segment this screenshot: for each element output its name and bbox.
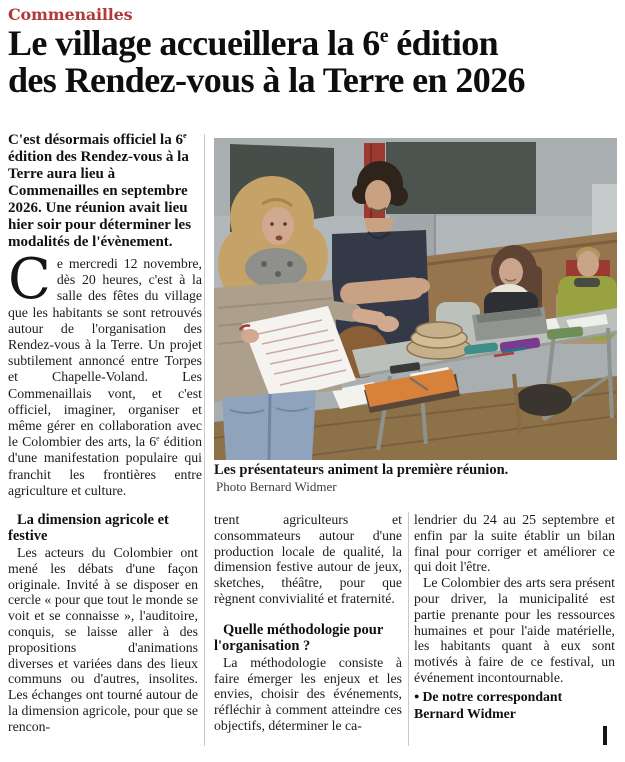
- photo-caption: Les présentateurs animent la première réunion.: [214, 462, 509, 478]
- column-rule-right: [408, 512, 409, 746]
- body-column-1: [8, 512, 198, 735]
- headline-line-1: Le village accueillera la 6e édition: [8, 23, 499, 63]
- body-column-2: [214, 512, 402, 734]
- body-paragraph: lendrier du 24 au 25 septembre et enfin par la suite établir un bilan final pour corriger et améliorer ce qui doit l'être.: [414, 512, 615, 575]
- body-column-3: [414, 512, 615, 722]
- article-photo-illustration: [214, 138, 617, 460]
- drop-cap: C: [8, 247, 51, 312]
- byline: [414, 688, 615, 722]
- subhead-dimension-agricole: La dimension agricole et festive: [8, 512, 169, 544]
- headline-superscript: e: [379, 25, 388, 47]
- body-paragraph: La méthodologie consiste à faire émerger les enjeux et les envies, choisir des événements, réfléchir à comment atteindre ces objectifs, déterminer le ca-: [214, 654, 402, 733]
- subhead-methodologie: Quelle méthodologie pour l'organisation ?: [214, 621, 384, 654]
- kicker: Commenailles: [8, 5, 133, 24]
- standfirst-superscript: e: [182, 131, 187, 140]
- headline-line-2: des Rendez-vous à la Terre en 2026: [8, 60, 525, 100]
- body-paragraph: trent agriculteurs et consommateurs autour d'une production locale de qualité, la dimension festive autour de jeux, sketches, théâtre, pour que règnent convivialité et fraternité.: [214, 512, 402, 606]
- photo-credit: Photo Bernard Widmer: [216, 479, 337, 494]
- lead-paragraph: Ce mercredi 12 novembre, dès 20 heures, c'est à la salle des fêtes du village que les habitants se sont retrouvés autour de l'organisation des Rendez-vous à la Terre. Un projet subtilement annoncé entre Torpes et Chapelle-Voland. Les Commenaillais vont, et c'est officiel, imaginer, organiser et même gérer en collaboration avec le Colombier des arts, la 6e édition d'une manifestation populaire qui franchit les frontières entre agriculture et culture.: [8, 247, 202, 498]
- standfirst: C'est désormais officiel la 6e édition des Rendez-vous à la Terre aura lieu à Commenailles en septembre 2026. Une réunion avait lieu hier soir pour déterminer les modalités de l'évènement.: [8, 131, 192, 250]
- headline: [8, 25, 616, 99]
- body-paragraph: Les acteurs du Colombier ont mené les débats d'une façon originale. Invité à se disposer en cercle « pour que tout le monde se voit et se connaisse », l'auditoire, conquis, se laisse aller à des propositions d'animations diverses et variées dans des lieux communs ou d'autres, insolites. Les échanges ont tourné autour de la dimension agricole, pour que se rencon-: [8, 545, 198, 734]
- byline-author: Bernard Widmer: [414, 705, 516, 721]
- byline-role: De notre correspondant: [422, 688, 563, 704]
- lead-superscript: e: [156, 433, 160, 443]
- bullet-icon: ●: [414, 690, 420, 701]
- text-cursor-artifact: [603, 726, 607, 745]
- body-paragraph: Le Colombier des arts sera présent pour driver, la municipalité est partie prenante pour les ressources humaines et pour l'aide matérielle, les habitants quant à eux sont motivés à faire de ce festival, un événement incontournable.: [414, 575, 615, 685]
- photo-caption-block: [214, 462, 618, 494]
- column-rule-left: [204, 134, 205, 746]
- article-photo: [214, 138, 617, 460]
